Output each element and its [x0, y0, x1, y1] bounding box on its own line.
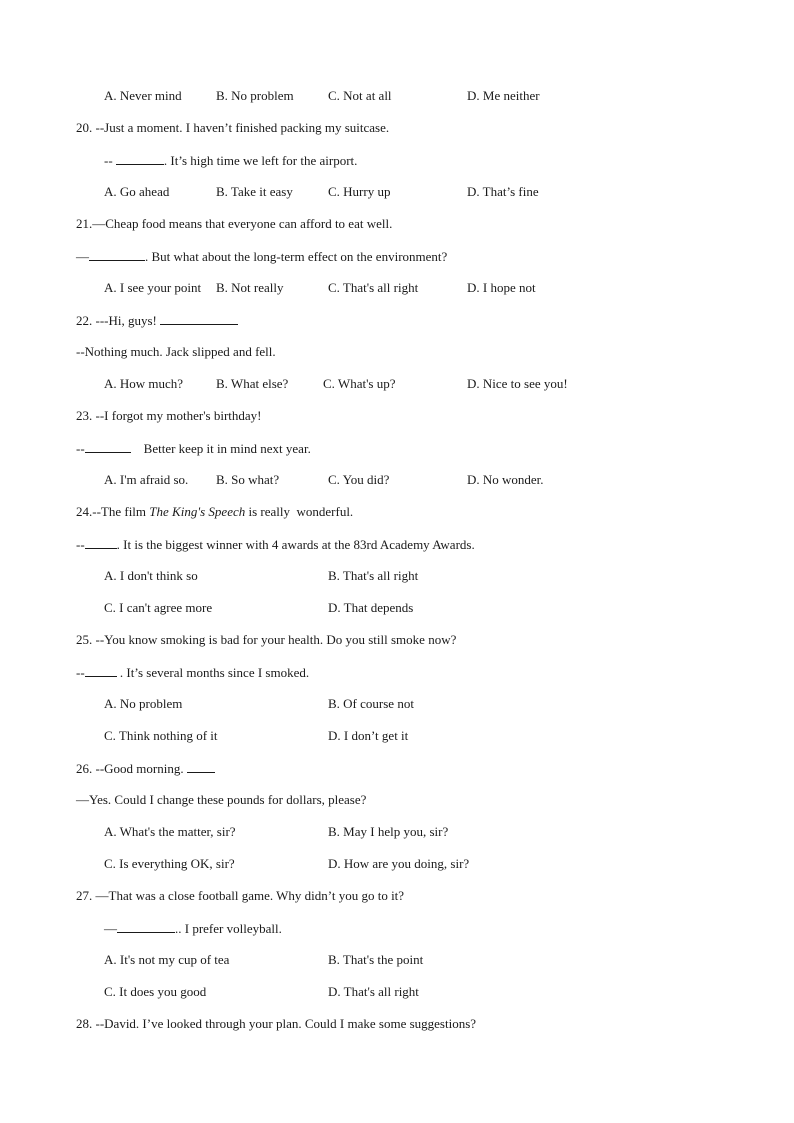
answer-blank: [116, 152, 164, 165]
q19-option-d: D. Me neither: [467, 88, 540, 103]
q26-option-c: C. Is everything OK, sir?: [104, 856, 235, 871]
q20-option-b: B. Take it easy: [216, 184, 293, 199]
q27-option-c: C. It does you good: [104, 984, 207, 999]
q26-prompt: 26. --Good morning.: [76, 760, 215, 777]
q27-option-a: A. It's not my cup of tea: [104, 952, 230, 967]
answer-blank: [160, 312, 238, 325]
q22-option-a: A. How much?: [104, 376, 184, 391]
q23-option-b: B. So what?: [216, 472, 280, 487]
q22-option-d: D. Nice to see you!: [467, 376, 568, 391]
q21-option-a: A. I see your point: [104, 280, 202, 295]
answer-blank: [85, 536, 117, 549]
q21-reply: — . But what about the long-term effect on the environment?: [76, 249, 448, 264]
q27-option-b: B. That's the point: [328, 952, 424, 967]
film-title: The King's Speech: [149, 504, 246, 519]
q23-reply: -- Better keep it in mind next year.: [76, 441, 311, 456]
q23-option-a: A. I'm afraid so.: [104, 472, 189, 487]
q24-option-c: C. I can't agree more: [104, 600, 213, 615]
q25-option-a: A. No problem: [104, 696, 183, 711]
q27-option-d: D. That's all right: [328, 984, 419, 999]
q21-option-d: D. I hope not: [467, 280, 536, 295]
q22-option-b: B. What else?: [216, 376, 289, 391]
q24-reply: -- . It is the biggest winner with 4 awards at the 83rd Academy Awards.: [76, 537, 475, 552]
q26-option-b: B. May I help you, sir?: [328, 824, 449, 839]
q25-prompt: 25. --You know smoking is bad for your health. Do you still smoke now?: [76, 632, 457, 647]
q19-option-c: C. Not at all: [328, 88, 392, 103]
q22-option-c: C. What's up?: [323, 376, 396, 391]
q25-reply: -- . It’s several months since I smoked.: [76, 665, 310, 680]
q25-option-d: D. I don’t get it: [328, 728, 409, 743]
q21-prompt: 21.—Cheap food means that everyone can afford to eat well.: [76, 216, 393, 231]
q23-option-d: D. No wonder.: [467, 472, 544, 487]
q19-option-a: A. Never mind: [104, 88, 182, 103]
q27-reply: — .. I prefer volleyball.: [104, 921, 282, 936]
q24-prompt: 24.--The film The King's Speech is really wonderful.: [76, 504, 354, 519]
q20-option-a: A. Go ahead: [104, 184, 170, 199]
answer-blank: [85, 440, 131, 453]
answer-blank: [187, 760, 215, 773]
q26-option-a: A. What's the matter, sir?: [104, 824, 236, 839]
q26-reply: —Yes. Could I change these pounds for dollars, please?: [76, 792, 367, 807]
q23-prompt: 23. --I forgot my mother's birthday!: [76, 408, 262, 423]
q24-option-a: A. I don't think so: [104, 568, 198, 583]
q24-option-b: B. That's all right: [328, 568, 419, 583]
q19-option-b: B. No problem: [216, 88, 294, 103]
answer-blank: [117, 920, 175, 933]
q25-option-b: B. Of course not: [328, 696, 414, 711]
q24-option-d: D. That depends: [328, 600, 414, 615]
answer-blank: [85, 664, 117, 677]
q22-reply: --Nothing much. Jack slipped and fell.: [76, 344, 276, 359]
q20-reply: -- . It’s high time we left for the airport.: [104, 153, 358, 168]
q22-prompt: 22. ---Hi, guys!: [76, 312, 238, 329]
q21-option-b: B. Not really: [216, 280, 284, 295]
q23-option-c: C. You did?: [328, 472, 390, 487]
q20-option-d: D. That’s fine: [467, 184, 539, 199]
q20-option-c: C. Hurry up: [328, 184, 391, 199]
answer-blank: [89, 248, 145, 261]
q28-prompt: 28. --David. I’ve looked through your plan. Could I make some suggestions?: [76, 1016, 477, 1031]
q27-prompt: 27. —That was a close football game. Why didn’t you go to it?: [76, 888, 405, 903]
q20-prompt: 20. --Just a moment. I haven’t finished packing my suitcase.: [76, 120, 390, 135]
q21-option-c: C. That's all right: [328, 280, 419, 295]
q25-option-c: C. Think nothing of it: [104, 728, 218, 743]
q26-option-d: D. How are you doing, sir?: [328, 856, 470, 871]
